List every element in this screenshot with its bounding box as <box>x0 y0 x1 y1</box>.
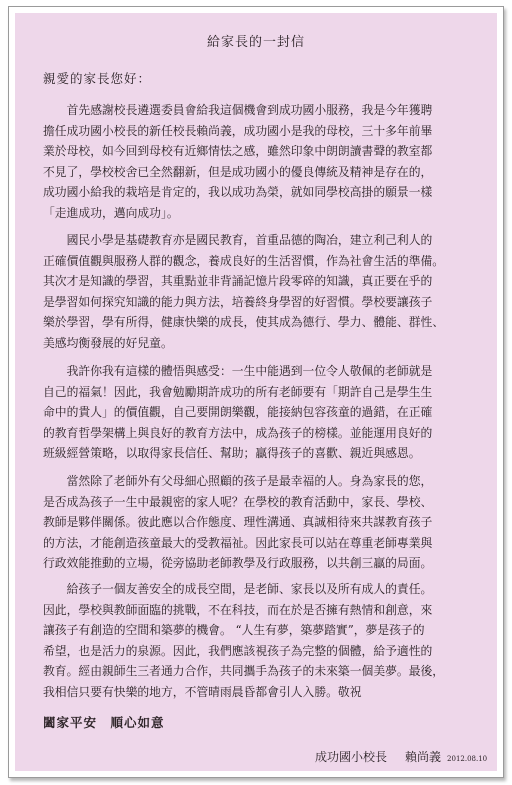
signature-block <box>315 748 487 765</box>
paragraph-line: 自己的福氣！因此，我會勉勵期許成功的所有老師要有「期許自己是學生生 <box>43 384 433 399</box>
paragraph-responsibility <box>43 579 483 702</box>
paragraph-line: 命中的貴人」的價值觀，自己要開朗樂觀，能接納包容孩童的過錯，在正確 <box>43 405 433 419</box>
document-frame <box>8 6 504 778</box>
paragraph-line: 正確價值觀與服務人群的觀念，養成良好的生活習慣，作為社會生活的準備。 <box>43 253 445 268</box>
paragraph-line: 教師是夥伴關係。彼此應以合作態度、理性溝通、真誠相待來共謀教育孩子 <box>43 515 433 529</box>
paragraph-line: 成功國小給我的栽培是肯定的，我以成功為榮，就如同學校高掛的願景一樣 <box>43 185 433 199</box>
paragraph-line: 美感均衡發展的好兒童。 <box>43 335 173 350</box>
paragraph-line: 我相信只要有快樂的地方，不管晴雨晨昏都會引人入勝。敬祝 <box>43 684 362 699</box>
paragraph-line: 因此，學校與教師面臨的挑戰，不在科技，而在於是否擁有熱情和創意，來 <box>43 602 433 617</box>
paragraph-line: 是學習如何探究知識的能力與方法，培養終身學習的好習慣。學校要讓孩子 <box>43 294 433 309</box>
paragraph-line: 教育。經由親師生三者通力合作，共同攜手為孩子的未來築一個美夢。最後， <box>43 664 445 678</box>
paragraph-line: 擔任成功國小校長的新任校長賴尚義，成功國小是我的母校，三十多年前畢 <box>43 123 433 138</box>
paragraph-teachers <box>43 361 483 464</box>
paragraph-line: 國民小學是基礎教育亦是國民教育，首重品德的陶冶，建立利己利人的 <box>43 233 433 247</box>
paragraph-education <box>43 230 483 353</box>
letter-title: 給家長的一封信 <box>206 35 305 50</box>
paragraph-line: 行政效能推動的立場，從旁協助老師教學及行政服務，以共創三贏的局面。 <box>43 556 433 570</box>
signature-date: 2012.08.10 <box>447 755 488 763</box>
paragraph-line: 「走進成功，邁向成功」。 <box>43 205 179 220</box>
paragraph-line: 其次才是知識的學習，其重點並非背誦記憶片段零碎的知識，真正要在乎的 <box>43 274 433 288</box>
paragraph-line: 的教育哲學架構上與良好的教育方法中，成為孩子的榜樣。並能運用良好的 <box>43 425 433 440</box>
signature-title: 成功國小校長 <box>315 750 388 764</box>
paragraph-line: 給孩子一個友善安全的成長空間，是老師、家長以及所有成人的責任。 <box>43 582 433 596</box>
paragraph-line: 班級經營策略，以取得家長信任、幫助；贏得孩子的喜歡、親近與感恩。 <box>43 446 421 460</box>
paragraph-line: 首先感謝校長遴選委員會給我這個機會到成功國小服務，我是今年獲聘 <box>43 103 433 117</box>
paragraph-line: 我許你我有這樣的體悟與感受：一生中能遇到一位令人敬佩的老師就是 <box>43 364 433 378</box>
paragraph-line: 希望，也是活力的泉源。因此，我們應該視孩子為完整的個體，給予適性的 <box>43 643 433 658</box>
paragraph-line: 讓孩子有創造的空間和築夢的機會。 “人生有夢，築夢踏實”，夢是孩子的 <box>43 623 425 637</box>
paragraph-line: 的方法，才能創造孩童最大的受教福祉。因此家長可以站在尊重老師專業與 <box>43 535 433 550</box>
signature-name: 賴尚義 <box>405 750 442 764</box>
paragraph-line: 不見了，學校校舍已全然翻新，但是成功國小的優良傳統及精神是存在的， <box>43 164 433 179</box>
letter-greeting: 親愛的家長您好： <box>43 71 152 86</box>
paragraph-line: 當然除了老師外有父母細心照顧的孩子是最幸福的人。身為家長的您， <box>43 474 433 488</box>
paragraph-parents <box>43 471 483 574</box>
paragraph-intro <box>43 100 483 223</box>
closing-blessing: 闔家平安 順心如意 <box>43 715 165 730</box>
paragraph-line: 樂於學習，學有所得，健康快樂的成長，使其成為德行、學力、體能、群性、 <box>43 315 445 329</box>
paragraph-line: 業於母校，如今回到母校有近鄉情怯之感，雖然印象中朗朗讀書聲的教室都 <box>43 144 433 158</box>
letter-paper <box>15 13 497 771</box>
paragraph-line: 是否成為孩子一生中最親密的家人呢？在學校的教育活動中，家長、學校、 <box>43 494 433 509</box>
